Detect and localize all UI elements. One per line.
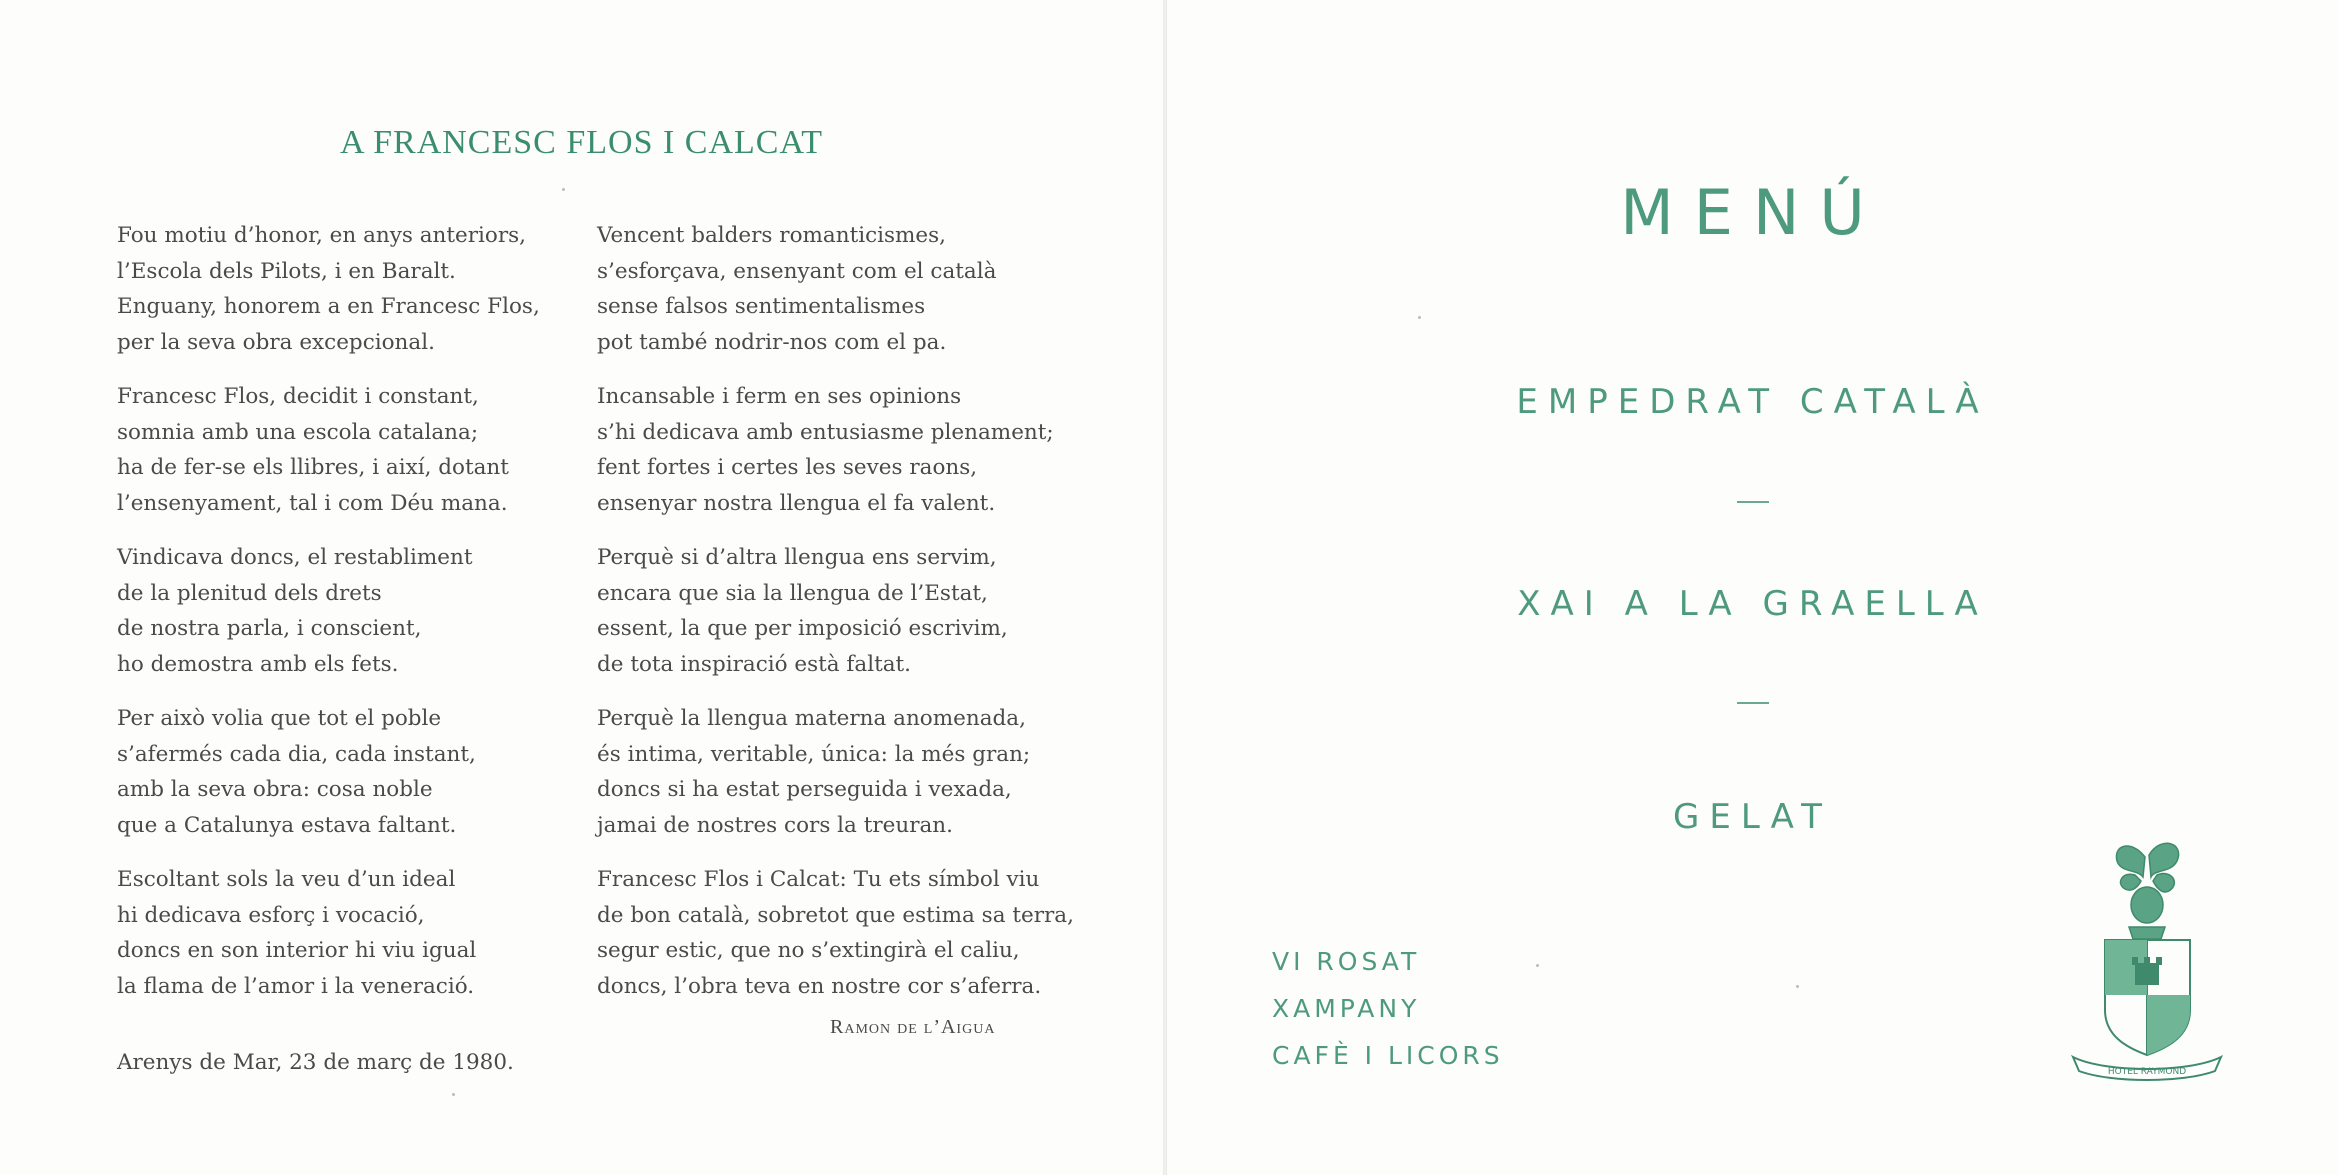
stanza	[597, 540, 1067, 682]
poem-line: Perquè si d’altra llengua ens servim,	[597, 545, 997, 570]
stanza	[597, 701, 1067, 843]
poem-line: segur estic, que no s’extingirà el caliu,	[597, 938, 1020, 963]
poem-line: per la seva obra excepcional.	[117, 329, 435, 355]
stanza	[117, 540, 587, 682]
poem-line: fent fortes i certes les seves raons,	[597, 455, 978, 480]
poem-line: ensenyar nostra llengua el fa valent.	[597, 490, 996, 516]
poem-line: Incansable i ferm en ses opinions	[597, 384, 962, 409]
menu-course-dessert: GELAT	[1673, 797, 1832, 837]
poem-line: Vindicava doncs, el restabliment	[117, 545, 473, 570]
poem-signature: Ramon de l’Aigua	[830, 1016, 996, 1038]
poem-line: doncs en son interior hi viu igual	[117, 938, 477, 963]
stanza	[597, 379, 1067, 521]
poem-line: Escoltant sols la veu d’un ideal	[117, 867, 456, 892]
crest-banner-text: HOTEL RAYMOND	[2107, 1067, 2187, 1077]
poem-dateline: Arenys de Mar, 23 de març de 1980.	[117, 1050, 514, 1075]
drink-item: CAFÈ I LICORS	[1272, 1041, 1504, 1070]
poem-line: Enguany, honorem a en Francesc Flos,	[117, 294, 540, 319]
poem-line: que a Catalunya estava faltant.	[117, 812, 457, 838]
poem-line: de bon català, sobretot que estima sa terra,	[597, 902, 1074, 928]
poem-line: amb la seva obra: cosa noble	[117, 777, 433, 802]
poem-line: s’hi dedicava amb entusiasme plenament;	[597, 419, 1054, 445]
poem-line: Fou motiu d’honor, en anys anteriors,	[117, 223, 527, 248]
poem-line: Vencent balders romanticismes,	[597, 223, 947, 248]
course-separator	[1737, 702, 1769, 704]
poem-line: de nostra parla, i conscient,	[117, 616, 422, 641]
drink-item: VI ROSAT	[1272, 947, 1421, 976]
paper-speck	[1536, 964, 1539, 967]
paper-speck	[452, 1093, 455, 1096]
stanza	[597, 218, 1067, 360]
drink-item: XAMPANY	[1272, 994, 1421, 1023]
poem-line: pot també nodrir-nos com el pa.	[597, 329, 947, 355]
poem-line: ho demostra amb els fets.	[117, 651, 399, 677]
poem-line: Perquè la llengua materna anomenada,	[597, 706, 1026, 731]
poem-line: encara que sia la llengua de l’Estat,	[597, 580, 988, 606]
poem-line: doncs si ha estat perseguida i vexada,	[597, 777, 1012, 802]
poem-line: hi dedicava esforç i vocació,	[117, 902, 425, 928]
hotel-crest-icon	[2065, 835, 2230, 1085]
poem-line: l’Escola dels Pilots, i en Baralt.	[117, 258, 456, 284]
poem-line: jamai de nostres cors la treuran.	[597, 812, 953, 838]
poem-line: de tota inspiració està faltat.	[597, 651, 912, 677]
paper-speck	[1418, 316, 1421, 319]
poem-line: és intima, veritable, única: la més gran;	[597, 741, 1031, 767]
poem-line: sense falsos sentimentalismes	[597, 294, 926, 319]
menu-title: MENÚ	[1620, 176, 1885, 249]
stanza	[117, 862, 587, 1004]
poem-line: Francesc Flos i Calcat: Tu ets símbol viu	[597, 867, 1040, 892]
paper-speck	[1796, 985, 1799, 988]
poem-line: somnia amb una escola catalana;	[117, 419, 479, 445]
poem-column-left	[117, 218, 587, 1023]
stanza	[117, 218, 587, 360]
poem-line: doncs, l’obra teva en nostre cor s’aferra.	[597, 973, 1042, 999]
menu-course-main: XAI A LA GRAELLA	[1517, 584, 1988, 624]
menu-course-starter: EMPEDRAT CATALÀ	[1516, 382, 1989, 422]
poem-line: la flama de l’amor i la veneració.	[117, 973, 475, 999]
paper-speck	[562, 188, 565, 191]
stanza	[117, 701, 587, 843]
poem-line: Per això volia que tot el poble	[117, 706, 442, 731]
stanza	[597, 862, 1074, 1004]
poem-line: ha de fer-se els llibres, i així, dotant	[117, 455, 509, 480]
drinks-list	[1272, 938, 1504, 1079]
poem-line: Francesc Flos, decidit i constant,	[117, 384, 479, 409]
poem-line: s’afermés cada dia, cada instant,	[117, 741, 476, 767]
poem-line: de la plenitud dels drets	[117, 580, 382, 606]
poem-line: essent, la que per imposició escrivim,	[597, 616, 1008, 641]
course-separator	[1737, 501, 1769, 503]
poem-line: l’ensenyament, tal i com Déu mana.	[117, 490, 508, 516]
poem-column-right	[597, 218, 1074, 1023]
stanza	[117, 379, 587, 521]
poem-line: s’esforçava, ensenyant com el català	[597, 258, 997, 284]
poem-title: A FRANCESC FLOS I CALCAT	[339, 124, 824, 161]
